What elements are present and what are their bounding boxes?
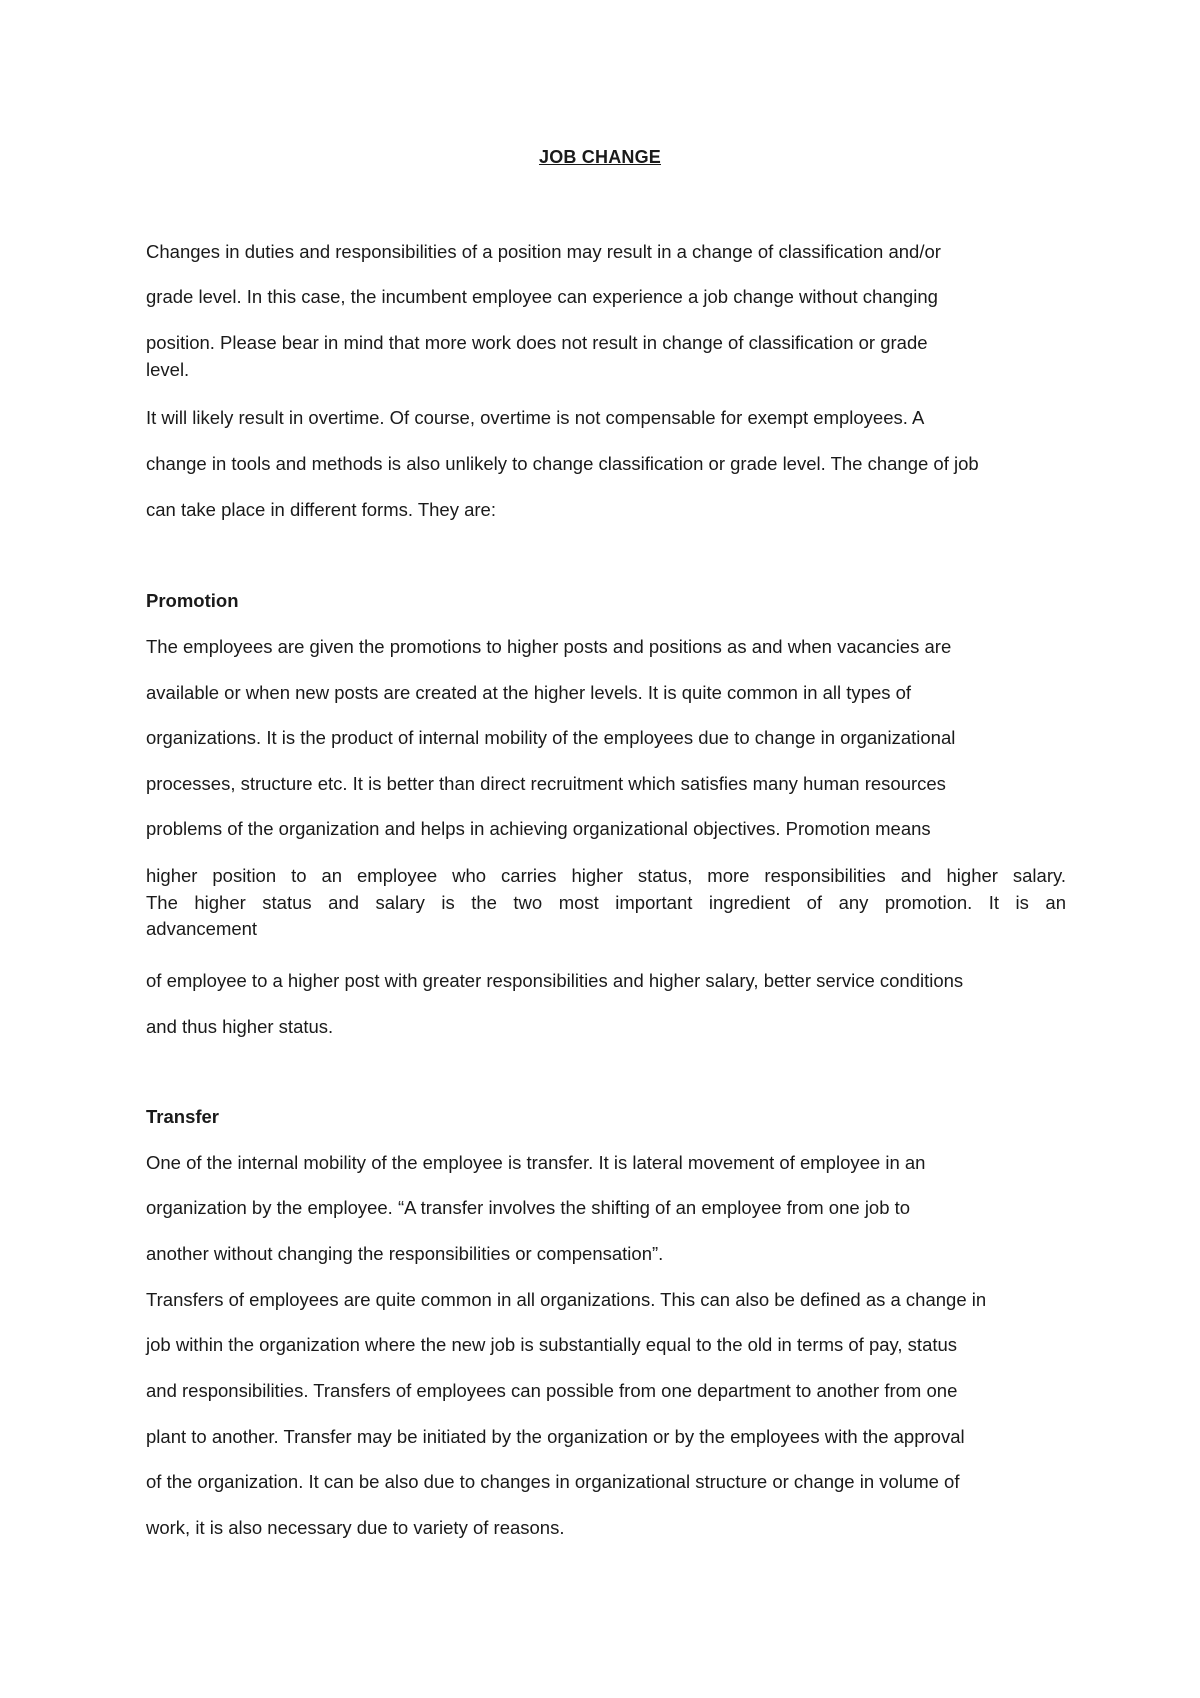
promotion-line: and thus higher status. (146, 1016, 334, 1037)
intro-line: position. Please bear in mind that more work does not result in change of classification or grade (146, 332, 928, 353)
intro-line: change in tools and methods is also unlikely to change classification or grade level. The change of job (146, 453, 979, 474)
transfer-line: job within the organization where the new job is substantially equal to the old in terms of pay, status (146, 1334, 958, 1355)
intro-line: level. (146, 359, 190, 380)
transfer-line: Transfers of employees are quite common in all organizations. This can also be defined as a change in (146, 1289, 987, 1310)
promotion-line: available or when new posts are created at the higher levels. It is quite common in all types of (146, 682, 912, 703)
intro-line: grade level. In this case, the incumbent employee can experience a job change without changing (146, 286, 938, 307)
promotion-line: The employees are given the promotions to higher posts and positions as and when vacancies are (146, 636, 952, 657)
transfer-line: One of the internal mobility of the employee is transfer. It is lateral movement of employee in an (146, 1152, 926, 1173)
transfer-line: of the organization. It can be also due to changes in organizational structure or change in volume of (146, 1471, 960, 1492)
transfer-line: work, it is also necessary due to variety of reasons. (146, 1517, 565, 1538)
document-title: JOB CHANGE (538, 147, 661, 167)
intro-line: It will likely result in overtime. Of course, overtime is not compensable for exempt employees. A (146, 407, 925, 428)
intro-line: can take place in different forms. They are: (146, 499, 496, 520)
intro-line: Changes in duties and responsibilities of a position may result in a change of classification and/or (146, 241, 941, 262)
transfer-line: organization by the employee. “A transfer involves the shifting of an employee from one job to (146, 1197, 911, 1218)
promotion-line: advancement (146, 918, 258, 939)
promotion-line: organizations. It is the product of internal mobility of the employees due to change in organizational (146, 727, 956, 748)
promotion-line: problems of the organization and helps in achieving organizational objectives. Promotion means (146, 818, 931, 839)
section-heading-promotion: Promotion (146, 590, 239, 611)
section-heading-transfer: Transfer (146, 1106, 220, 1127)
transfer-line: and responsibilities. Transfers of employees can possible from one department to another from one (146, 1380, 958, 1401)
transfer-line: plant to another. Transfer may be initiated by the organization or by the employees with the approval (146, 1426, 965, 1447)
promotion-line: higher position to an employee who carries higher status, more responsibilities and higher salary. (146, 865, 1066, 886)
promotion-line: of employee to a higher post with greater responsibilities and higher salary, better service conditions (146, 970, 964, 991)
transfer-line: another without changing the responsibilities or compensation”. (146, 1243, 664, 1264)
promotion-line: The higher status and salary is the two most important ingredient of any promotion. It is an (146, 892, 1066, 913)
promotion-line: processes, structure etc. It is better than direct recruitment which satisfies many human resources (146, 773, 946, 794)
